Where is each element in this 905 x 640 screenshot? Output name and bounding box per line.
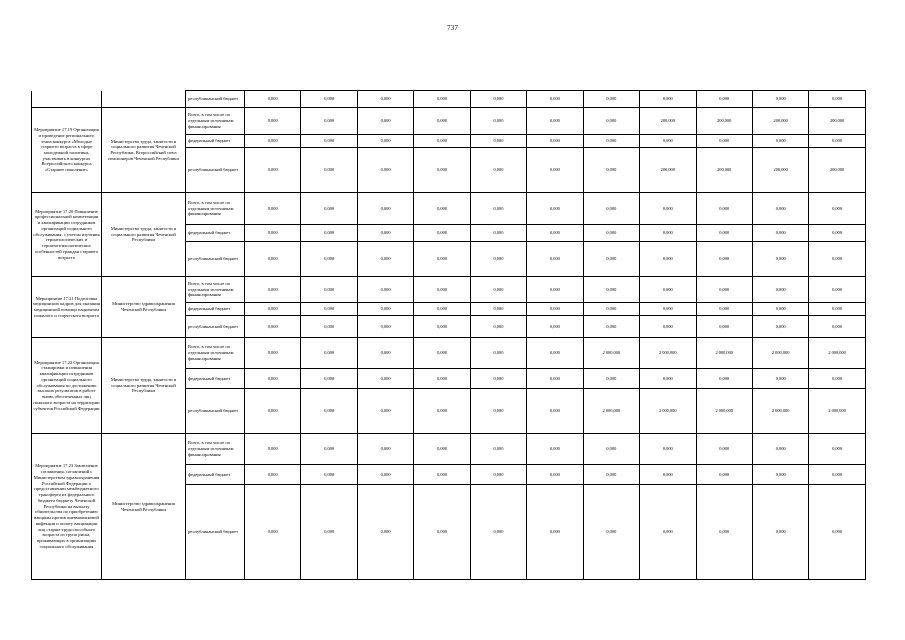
value-cell: 0,000 [752,485,808,580]
value-cell: 0,000 [414,193,470,225]
value-cell: 0,000 [414,316,470,338]
value-cell: 0,000 [696,277,752,303]
value-cell: 0,000 [752,434,808,465]
value-cell: 0,000 [640,465,696,485]
value-cell: 0,000 [470,242,526,277]
value-cell: 0,000 [245,225,301,242]
value-cell: 0,000 [414,277,470,303]
value-cell: 0,000 [357,242,413,277]
value-cell: 0,000 [583,108,639,135]
value-cell: 0,000 [527,389,583,434]
responsible-cell: Министерство труда, занятости и социального развития Чеченской Республики, Всероссийский союз пенсионеров Чеченской Республики [102,108,186,193]
value-cell: 0,000 [527,193,583,225]
value-cell: 0,000 [357,434,413,465]
value-cell: 0,000 [583,193,639,225]
responsible-cell: Министерство труда, занятости и социального развития Чеченской Республики [102,338,186,434]
responsible-cell: Министерство здравоохранения Чеченской Республики [102,277,186,338]
value-cell: 0,000 [357,316,413,338]
table-row [32,338,866,369]
value-cell: 0,000 [527,465,583,485]
value-cell: 0,000 [301,369,357,389]
funding-source-cell: республиканский бюджет [186,389,245,434]
value-cell: 0,000 [414,369,470,389]
table-row [32,277,866,303]
funding-source-cell: федеральный бюджет [186,369,245,389]
value-cell: 0,000 [809,465,865,485]
value-cell: 0,000 [357,193,413,225]
value-cell: 200,000 [809,108,865,135]
value-cell: 0,000 [357,135,413,148]
value-cell: 0,000 [640,193,696,225]
value-cell: 0,000 [245,369,301,389]
value-cell: 0,000 [640,303,696,316]
value-cell: 0,000 [527,434,583,465]
value-cell: 2 000,000 [752,338,808,369]
value-cell: 0,000 [809,434,865,465]
value-cell: 0,000 [696,316,752,338]
value-cell: 2 000,000 [583,389,639,434]
value-cell: 0,000 [301,465,357,485]
value-cell: 0,000 [245,389,301,434]
value-cell: 0,000 [301,148,357,193]
value-cell: 0,000 [809,369,865,389]
funding-source-cell: федеральный бюджет [186,303,245,316]
value-cell: 0,000 [301,242,357,277]
value-cell: 0,000 [583,148,639,193]
value-cell: 0,000 [809,91,865,108]
value-cell: 0,000 [527,148,583,193]
value-cell: 200,000 [752,108,808,135]
value-cell: 0,000 [470,369,526,389]
value-cell: 0,000 [357,91,413,108]
page-number: 737 [446,24,459,32]
table-row [32,193,866,225]
event-name-cell: Мероприятие 17.20 Повышение профессиональной компетенции и квалификации сотрудников организаций социального обслуживания, с учетом изучения геронтологических и геронтопсихологических особенностей граждан старшего возраста [32,193,102,277]
value-cell: 0,000 [245,135,301,148]
value-cell: 0,000 [696,369,752,389]
responsible-cell: Министерство труда, занятости и социального развития Чеченской Республики [102,193,186,277]
value-cell: 0,000 [245,303,301,316]
value-cell: 0,000 [583,225,639,242]
value-cell: 0,000 [809,225,865,242]
value-cell: 0,000 [809,303,865,316]
value-cell: 0,000 [245,316,301,338]
value-cell: 0,000 [470,193,526,225]
responsible-cell [102,91,186,108]
value-cell: 2 000,000 [809,338,865,369]
value-cell: 0,000 [752,193,808,225]
value-cell: 0,000 [414,465,470,485]
value-cell: 0,000 [809,242,865,277]
table-row [32,91,866,108]
value-cell: 0,000 [583,135,639,148]
value-cell: 0,000 [414,148,470,193]
funding-source-cell: Всего, в том числе по отдельным источникам финансирования [186,277,245,303]
value-cell: 0,000 [470,303,526,316]
value-cell: 0,000 [470,148,526,193]
value-cell: 0,000 [470,485,526,580]
value-cell: 0,000 [470,277,526,303]
value-cell: 0,000 [357,108,413,135]
value-cell: 2 000,000 [752,389,808,434]
value-cell: 0,000 [470,434,526,465]
value-cell: 0,000 [301,108,357,135]
value-cell: 0,000 [245,277,301,303]
value-cell: 0,000 [301,485,357,580]
value-cell: 0,000 [640,277,696,303]
value-cell: 0,000 [527,316,583,338]
value-cell: 0,000 [583,369,639,389]
value-cell: 0,000 [752,465,808,485]
value-cell: 0,000 [245,485,301,580]
value-cell: 0,000 [752,277,808,303]
value-cell: 0,000 [245,242,301,277]
funding-source-cell: республиканский бюджет [186,242,245,277]
value-cell: 0,000 [301,193,357,225]
value-cell: 0,000 [696,91,752,108]
value-cell: 0,000 [301,91,357,108]
value-cell: 0,000 [809,277,865,303]
value-cell: 200,000 [696,108,752,135]
value-cell: 0,000 [809,193,865,225]
funding-source-cell: Всего, в том числе по отдельным источникам финансирования [186,193,245,225]
value-cell: 0,000 [527,225,583,242]
value-cell: 0,000 [301,135,357,148]
value-cell: 0,000 [640,485,696,580]
value-cell: 200,000 [640,148,696,193]
value-cell: 0,000 [357,303,413,316]
value-cell: 2 000,000 [696,338,752,369]
value-cell: 0,000 [245,434,301,465]
value-cell: 0,000 [696,193,752,225]
funding-source-cell: республиканский бюджет [186,148,245,193]
value-cell: 0,000 [583,485,639,580]
value-cell: 0,000 [527,108,583,135]
value-cell: 0,000 [809,135,865,148]
value-cell: 0,000 [583,242,639,277]
value-cell: 0,000 [583,316,639,338]
value-cell: 0,000 [583,465,639,485]
value-cell: 0,000 [414,389,470,434]
value-cell: 0,000 [583,91,639,108]
value-cell: 0,000 [640,316,696,338]
value-cell: 0,000 [752,225,808,242]
value-cell: 200,000 [752,148,808,193]
value-cell: 0,000 [357,277,413,303]
value-cell: 0,000 [696,303,752,316]
value-cell: 0,000 [527,91,583,108]
value-cell: 0,000 [640,369,696,389]
value-cell: 0,000 [245,193,301,225]
event-name-cell: Мероприятие 17.23 Заключение соглашения, соглашений с Министерством здравоохранения Российской Федерации о предоставлении межбюджетного трансферта из федерального бюджета бюджету Чеченской Республики на выплату обязательства по приобретению вакцины против пневмококковой инфекции и оплату вакцинации лиц старше трудоспособного возраста из групп риска, проживающих в организациях социального обслуживания [32,434,102,580]
value-cell: 0,000 [245,148,301,193]
value-cell: 0,000 [245,108,301,135]
value-cell: 0,000 [527,303,583,316]
value-cell: 0,000 [640,242,696,277]
value-cell: 0,000 [696,485,752,580]
value-cell: 0,000 [414,242,470,277]
value-cell: 0,000 [414,108,470,135]
value-cell: 0,000 [752,135,808,148]
value-cell: 0,000 [245,91,301,108]
value-cell: 200,000 [640,108,696,135]
value-cell: 0,000 [752,242,808,277]
value-cell: 200,000 [696,148,752,193]
value-cell: 0,000 [470,338,526,369]
funding-source-cell: Всего, в том числе по отдельным источникам финансирования [186,108,245,135]
value-cell: 0,000 [640,434,696,465]
value-cell: 0,000 [357,485,413,580]
value-cell: 0,000 [809,316,865,338]
value-cell: 0,000 [301,316,357,338]
value-cell: 0,000 [414,485,470,580]
value-cell: 0,000 [470,108,526,135]
event-name-cell: Мероприятие 17.19 Организация и проведение регионального этапа конкурса «Молодые старшего возраста в сфере молодежной политики, участвовать в конкурсах Всероссийского конкурса «Старшее поколение» [32,108,102,193]
value-cell: 0,000 [583,277,639,303]
event-name-cell [32,91,102,108]
value-cell: 0,000 [414,225,470,242]
value-cell: 0,000 [301,338,357,369]
value-cell: 0,000 [696,434,752,465]
value-cell: 0,000 [527,242,583,277]
value-cell: 0,000 [583,303,639,316]
event-name-cell: Мероприятие 17.22 Организация стажировки и повышения квалификации сотрудников организаций социального обслуживания по достижению высоких результатов в работе вновь обеспеченных лиц пожилого возраста на территории субъектов Российской Федерации [32,338,102,434]
funding-source-cell: республиканский бюджет [186,316,245,338]
value-cell: 0,000 [245,338,301,369]
value-cell: 0,000 [470,225,526,242]
value-cell: 0,000 [696,242,752,277]
value-cell: 0,000 [696,135,752,148]
value-cell: 0,000 [470,389,526,434]
value-cell: 0,000 [527,277,583,303]
value-cell: 0,000 [414,434,470,465]
value-cell: 0,000 [527,485,583,580]
value-cell: 0,000 [752,369,808,389]
value-cell: 0,000 [752,316,808,338]
value-cell: 0,000 [245,465,301,485]
value-cell: 0,000 [752,91,808,108]
value-cell: 0,000 [527,369,583,389]
value-cell: 2 000,000 [583,338,639,369]
value-cell: 0,000 [357,369,413,389]
value-cell: 0,000 [414,91,470,108]
funding-source-cell: Всего, в том числе по отдельным источникам финансирования [186,434,245,465]
funding-source-cell: Всего, в том числе по отдельным источникам финансирования [186,338,245,369]
funding-source-cell: республиканский бюджет [186,485,245,580]
value-cell: 0,000 [357,465,413,485]
value-cell: 0,000 [470,91,526,108]
value-cell: 0,000 [301,277,357,303]
funding-source-cell: федеральный бюджет [186,135,245,148]
value-cell: 0,000 [640,225,696,242]
responsible-cell: Министерство здравоохранения Чеченской Республики [102,434,186,580]
funding-source-cell: федеральный бюджет [186,465,245,485]
value-cell: 2 000,000 [696,389,752,434]
value-cell: 0,000 [357,148,413,193]
value-cell: 0,000 [414,303,470,316]
value-cell: 0,000 [357,338,413,369]
value-cell: 0,000 [301,303,357,316]
value-cell: 0,000 [301,434,357,465]
budget-table [31,90,866,580]
value-cell: 0,000 [301,389,357,434]
value-cell: 0,000 [696,225,752,242]
value-cell: 0,000 [470,316,526,338]
value-cell: 0,000 [640,135,696,148]
funding-source-cell: федеральный бюджет [186,225,245,242]
value-cell: 0,000 [414,338,470,369]
value-cell: 2 000,000 [809,389,865,434]
value-cell: 0,000 [696,465,752,485]
value-cell: 0,000 [301,225,357,242]
value-cell: 0,000 [527,135,583,148]
value-cell: 200,000 [809,148,865,193]
value-cell: 0,000 [414,135,470,148]
funding-source-cell: республиканский бюджет [186,91,245,108]
value-cell: 2 000,000 [640,338,696,369]
value-cell: 0,000 [357,225,413,242]
value-cell: 0,000 [583,434,639,465]
value-cell: 0,000 [470,465,526,485]
value-cell: 0,000 [640,91,696,108]
value-cell: 0,000 [470,135,526,148]
value-cell: 0,000 [809,485,865,580]
value-cell: 0,000 [357,389,413,434]
table-row [32,108,866,135]
value-cell: 2 000,000 [640,389,696,434]
value-cell: 0,000 [527,338,583,369]
table-row [32,434,866,465]
value-cell: 0,000 [752,303,808,316]
event-name-cell: Мероприятие 17.21 Подготовка медицинских кадров для оказания медицинской помощи пациентам пожилого и старческого возраста [32,277,102,338]
